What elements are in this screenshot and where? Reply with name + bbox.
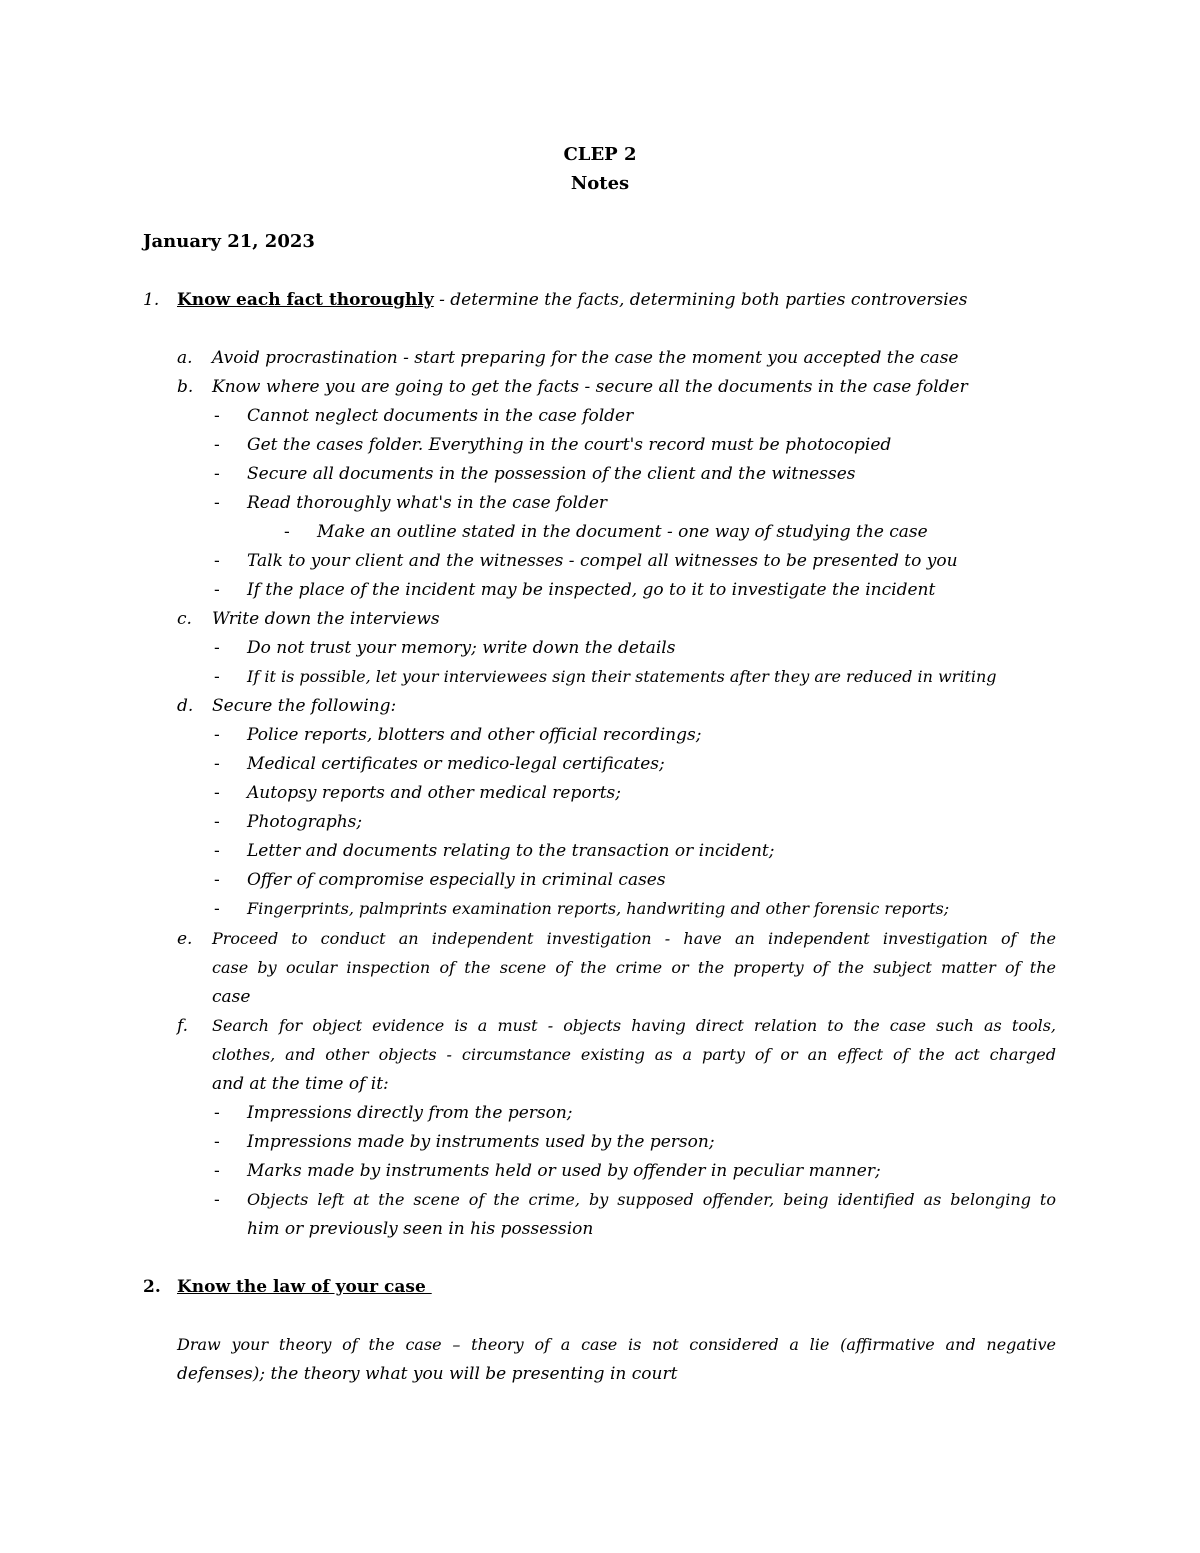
dash-bullet: - <box>214 667 220 687</box>
list-item: him or previously seen in his possession <box>247 1219 594 1239</box>
dash-bullet: - <box>214 464 220 484</box>
section-2-heading: Know the law of your case <box>177 1277 432 1297</box>
dash-bullet: - <box>214 1132 220 1152</box>
list-item: Medical certificates or medico-legal certificates; <box>247 754 665 774</box>
item-e-line: case by ocular inspection of the scene of the crime or the property of the subject matter of the <box>212 958 1056 977</box>
item-d-text: Secure the following: <box>212 696 397 716</box>
item-d-marker: d. <box>177 696 194 716</box>
item-a-marker: a. <box>177 348 193 368</box>
item-e-line: Proceed to conduct an independent investigation - have an independent investigation of the <box>212 929 1056 948</box>
item-e-marker: e. <box>177 929 193 949</box>
section-1-heading-rest: - determine the facts, determining both parties controversies <box>433 290 968 310</box>
dash-bullet: - <box>214 1103 220 1123</box>
list-item: Secure all documents in the possession of the client and the witnesses <box>247 464 856 484</box>
dash-bullet: - <box>214 493 220 513</box>
item-f-line: clothes, and other objects - circumstance existing as a party of or an effect of the act charged <box>212 1045 1056 1064</box>
item-e-line: case <box>212 987 251 1007</box>
list-item: Fingerprints, palmprints examination reports, handwriting and other forensic reports; <box>247 899 950 918</box>
list-item: Objects left at the scene of the crime, by supposed offender, being identified as belonging to <box>247 1190 1056 1209</box>
dash-bullet: - <box>214 725 220 745</box>
section-1-heading-line <box>177 289 967 311</box>
list-item: Photographs; <box>247 812 363 832</box>
item-c-marker: c. <box>177 609 192 629</box>
list-item: Get the cases folder. Everything in the court's record must be photocopied <box>247 435 892 455</box>
item-a-text: Avoid procrastination - start preparing for the case the moment you accepted the case <box>212 348 959 368</box>
dash-bullet: - <box>214 406 220 426</box>
item-f-line: and at the time of it: <box>212 1074 389 1094</box>
dash-bullet: - <box>214 870 220 890</box>
item-f-line: Search for object evidence is a must - objects having direct relation to the case such as tools, <box>212 1016 1056 1035</box>
dash-bullet: - <box>214 638 220 658</box>
document-subtitle: Notes <box>570 173 630 194</box>
list-item: Impressions made by instruments used by the person; <box>247 1132 715 1152</box>
item-c-text: Write down the interviews <box>212 609 440 629</box>
section-2-number: 2. <box>143 1277 161 1297</box>
dash-bullet: - <box>214 841 220 861</box>
dash-bullet: - <box>214 783 220 803</box>
list-item: Read thoroughly what's in the case folder <box>247 493 608 513</box>
list-item: If the place of the incident may be inspected, go to it to investigate the incident <box>247 580 936 600</box>
document-title: CLEP 2 <box>563 144 637 165</box>
dash-bullet: - <box>214 1190 220 1210</box>
section-1-number: 1. <box>143 290 160 310</box>
dash-bullet: - <box>284 522 290 542</box>
date-heading: January 21, 2023 <box>143 231 315 252</box>
dash-bullet: - <box>214 754 220 774</box>
dash-bullet: - <box>214 899 220 919</box>
dash-bullet: - <box>214 1161 220 1181</box>
item-b-text: Know where you are going to get the facts - secure all the documents in the case folder <box>212 377 968 397</box>
section-2-paragraph-line: defenses); the theory what you will be presenting in court <box>177 1364 678 1384</box>
dash-bullet: - <box>214 551 220 571</box>
list-item: Make an outline stated in the document - one way of studying the case <box>317 522 928 542</box>
list-item: Police reports, blotters and other official recordings; <box>247 725 702 745</box>
section-1-heading: Know each fact thoroughly <box>177 290 434 310</box>
dash-bullet: - <box>214 812 220 832</box>
item-f-marker: f. <box>177 1016 189 1036</box>
list-item: Do not trust your memory; write down the details <box>247 638 676 658</box>
list-item: Marks made by instruments held or used by offender in peculiar manner; <box>247 1161 881 1181</box>
item-b-marker: b. <box>177 377 194 397</box>
dash-bullet: - <box>214 435 220 455</box>
section-2-paragraph-line: Draw your theory of the case – theory of a case is not considered a lie (affirmative and negative <box>177 1335 1056 1354</box>
list-item: Letter and documents relating to the transaction or incident; <box>247 841 775 861</box>
list-item: If it is possible, let your interviewees sign their statements after they are reduced in writing <box>247 667 997 686</box>
list-item: Autopsy reports and other medical reports; <box>247 783 621 803</box>
list-item: Talk to your client and the witnesses - compel all witnesses to be presented to you <box>247 551 958 571</box>
list-item: Impressions directly from the person; <box>247 1103 573 1123</box>
list-item: Cannot neglect documents in the case folder <box>247 406 634 426</box>
dash-bullet: - <box>214 580 220 600</box>
list-item: Offer of compromise especially in criminal cases <box>247 870 666 890</box>
